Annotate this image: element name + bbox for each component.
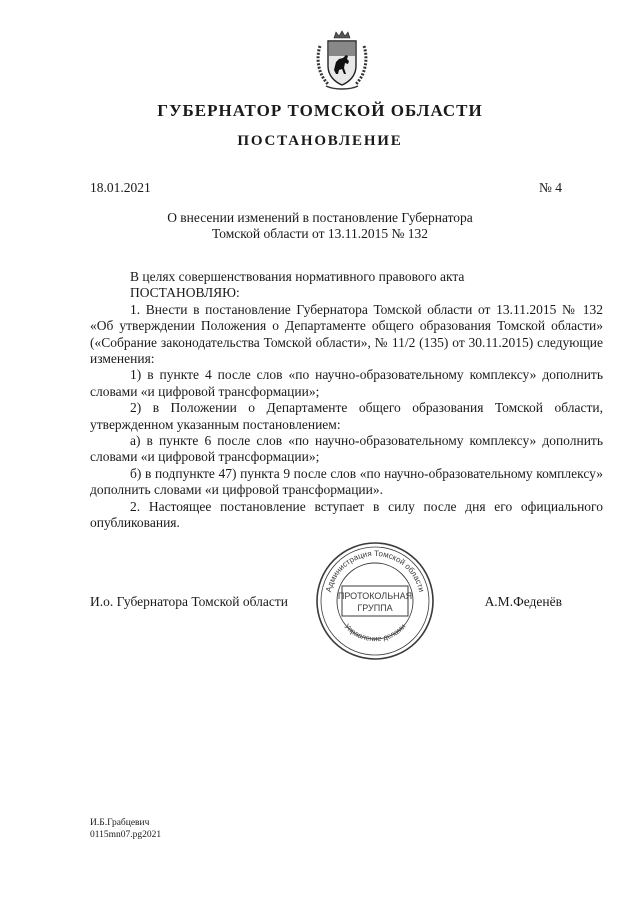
body-paragraph: б) в подпункте 47) пункта 9 после слов «по научно-образовательному комплексу» дополнить словами «и цифровой трансформации». [90,465,603,498]
organization-title: ГУБЕРНАТОР ТОМСКОЙ ОБЛАСТИ [157,101,483,120]
body-paragraph: В целях совершенствования нормативного правового акта [130,269,465,284]
body-paragraph: ПОСТАНОВЛЯЮ: [130,285,240,301]
file-code: 0115mn07.pg2021 [90,830,162,840]
document-date: 18.01.2021 [90,180,151,195]
body-paragraph: а) в пункте 6 после слов «по научно-образовательному комплексу» дополнить словами «и цифровой трансформации»; [90,433,603,465]
body-paragraph: 1) в пункте 4 после слов «по научно-образовательному комплексу» дополнить словами «и цифровой трансформации»; [90,367,603,399]
coat-of-arms-emblem [312,30,372,90]
subject-line: О внесении изменений в постановление Губернатора [167,210,473,225]
stamp-center-text: ГРУППА [357,603,393,613]
body-paragraph: 2) в Положении о Департаменте общего образования Томской области, утвержденном указанным постановлением: [90,400,603,432]
stamp-center-text: ПРОТОКОЛЬНАЯ [337,591,413,601]
stamp-ring-bottom-text: Управление делами [342,621,408,644]
signer-name: А.М.Феденёв [484,594,562,609]
document-number: № 4 [538,180,562,195]
signer-position: И.о. Губернатора Томской области [90,594,288,609]
body-paragraph: 1. Внести в постановление Губернатора Томской области от 13.11.2015 № 132 «Об утверждении Положения о Департаменте общего образования Томской области» («Собрание законодательства Томской области», № 11/2 (135) от 30.11.2015) следующие изменения: [90,301,603,367]
document-type-title: ПОСТАНОВЛЕНИЕ [237,133,403,149]
body-paragraph: 2. Настоящее постановление вступает в силу после дня его официального опубликования. [90,498,603,531]
official-stamp [314,540,436,662]
document-body [90,269,603,532]
executor-name: И.Б.Грабцевич [90,818,150,828]
stamp-ring-text: Администрация Томской области [323,548,427,593]
subject-line: Томской области от 13.11.2015 № 132 [212,226,428,241]
